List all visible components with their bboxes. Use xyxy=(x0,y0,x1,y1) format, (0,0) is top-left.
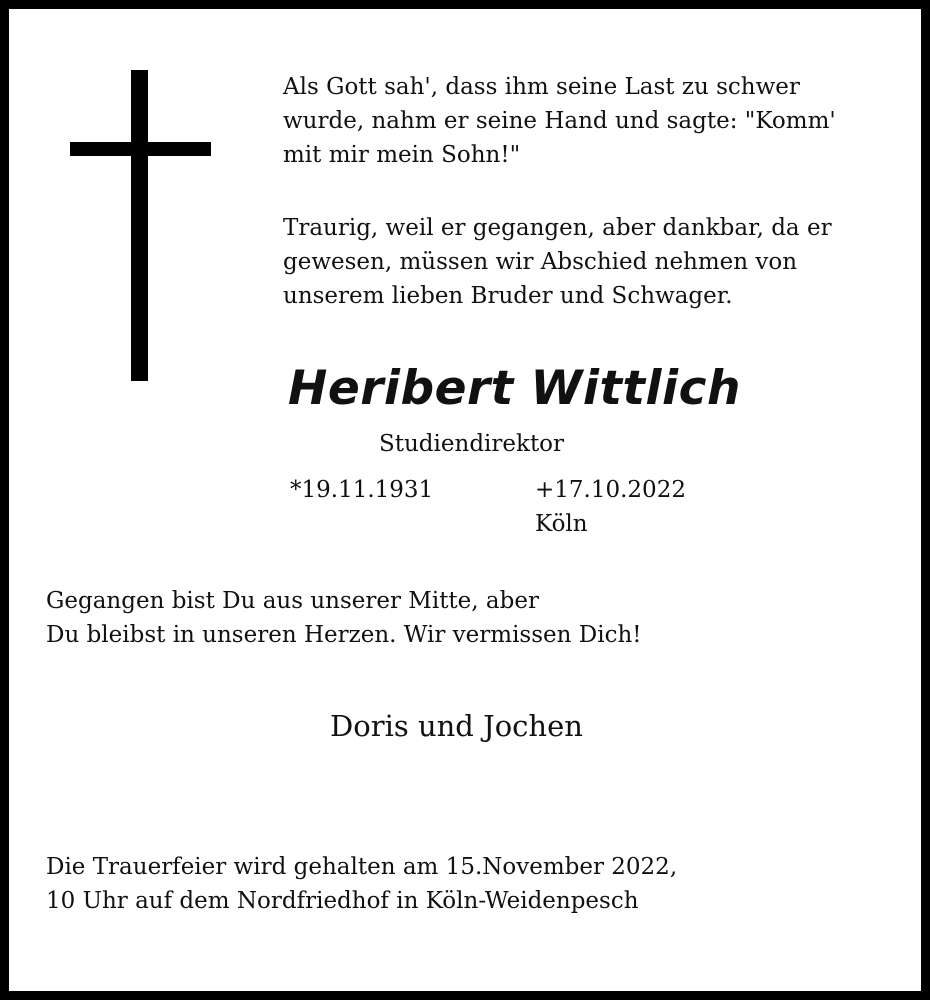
verse-line: wurde, nahm er seine Hand und sagte: "Komm' xyxy=(283,108,836,134)
verse-line: unserem lieben Bruder und Schwager. xyxy=(283,283,733,309)
cross-vertical-bar xyxy=(131,70,148,381)
deceased-name: Heribert Wittlich xyxy=(288,361,741,416)
verse-line: gewesen, müssen wir Abschied nehmen von xyxy=(283,249,798,275)
farewell-paragraph xyxy=(46,584,642,652)
verse-line: Traurig, weil er gegangen, aber dankbar, da er xyxy=(283,215,832,241)
verse-line: Als Gott sah', dass ihm seine Last zu schwer xyxy=(283,74,800,100)
funeral-line: Die Trauerfeier wird gehalten am 15.November 2022, xyxy=(46,854,678,880)
cross-horizontal-bar xyxy=(70,142,211,156)
farewell-line: Gegangen bist Du aus unserer Mitte, aber xyxy=(46,588,539,614)
death-place: Köln xyxy=(535,511,588,537)
death-date: +17.10.2022 xyxy=(535,477,686,503)
verse-paragraph-2 xyxy=(283,211,832,313)
funeral-line: 10 Uhr auf dem Nordfriedhof in Köln-Weidenpesch xyxy=(46,888,639,914)
mourners-signature: Doris und Jochen xyxy=(330,709,583,743)
funeral-info xyxy=(46,850,677,918)
deceased-title: Studiendirektor xyxy=(379,431,565,457)
birth-date: *19.11.1931 xyxy=(290,477,434,503)
verse-paragraph-1 xyxy=(283,70,836,172)
farewell-line: Du bleibst in unseren Herzen. Wir vermissen Dich! xyxy=(46,622,642,648)
verse-line: mit mir mein Sohn!" xyxy=(283,142,521,168)
